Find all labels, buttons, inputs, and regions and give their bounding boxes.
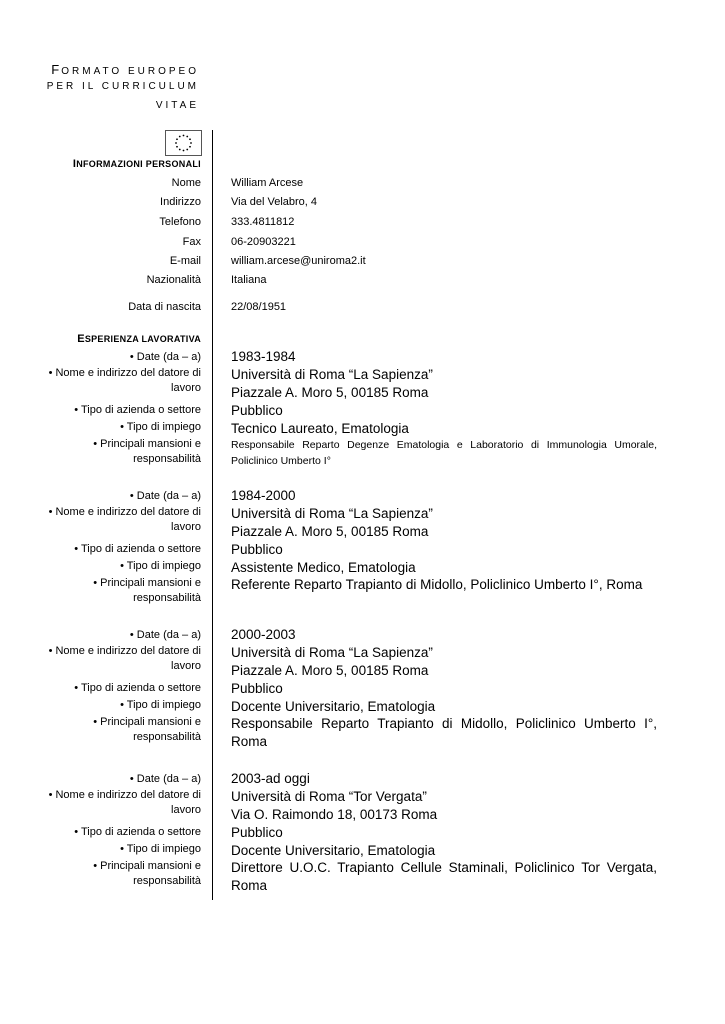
entry-dates: 1984-2000 [231,488,296,503]
personal-value: 06-20903221 [231,236,296,248]
eu-flag-icon [165,130,202,156]
label-employer: • Nome e indirizzo del datore di [48,645,201,657]
entry-sector: Pubblico [231,825,283,840]
label-job: • Tipo di impiego [120,699,201,711]
entry-dates: 2000-2003 [231,627,296,642]
cv-header-line-3: VITAE [155,100,199,111]
cv-header-line-2: PER IL CURRICULUM [46,81,199,92]
label-dates: • Date (da – a) [129,351,201,363]
label-duties-cont: responsabilità [133,875,201,887]
personal-value: Italiana [231,274,267,286]
entry-duties: Referente Reparto Trapianto di Midollo, Policlinico Umberto I°, Roma [231,577,643,592]
personal-value: william.arcese@uniroma2.it [231,255,366,267]
eu-star [186,136,188,138]
label-employer: • Nome e indirizzo del datore di [48,367,201,379]
label-duties: • Principali mansioni e [93,860,201,872]
entry-duties: Direttore U.O.C. Trapianto Cellule Staminali, Policlinico Tor Vergata, Roma [231,860,657,893]
personal-label: Fax [182,236,201,248]
label-employer-cont: lavoro [171,804,201,816]
entry-duties: Responsabile Reparto Degenze Ematologia e Laboratorio di Immunologia Umorale, Policlinico Umberto I° [231,439,657,467]
label-dates: • Date (da – a) [129,629,201,641]
label-job: • Tipo di impiego [120,421,201,433]
eu-star [179,136,181,138]
entry-address: Via O. Raimondo 18, 00173 Roma [231,807,438,822]
eu-star [183,135,185,137]
eu-star [189,138,191,140]
label-employer: • Nome e indirizzo del datore di [48,506,201,518]
entry-employer: Università di Roma “La Sapienza” [231,367,433,382]
personal-value: William Arcese [231,177,304,189]
label-sector: • Tipo di azienda o settore [74,404,201,416]
label-duties-cont: responsabilità [133,453,201,465]
entry-sector: Pubblico [231,542,283,557]
label-sector: • Tipo di azienda o settore [74,826,201,838]
entry-employer: Università di Roma “La Sapienza” [231,645,433,660]
label-duties: • Principali mansioni e [93,577,201,589]
eu-star [183,150,185,152]
label-duties: • Principali mansioni e [93,716,201,728]
cv-header-line-1: FORMATO EUROPEO [51,62,199,77]
personal-value: 333.4811812 [231,216,295,228]
label-job: • Tipo di impiego [120,843,201,855]
label-duties: • Principali mansioni e [93,438,201,450]
entry-dates: 2003-ad oggi [231,771,310,786]
personal-label: Telefono [159,216,201,228]
entry-address: Piazzale A. Moro 5, 00185 Roma [231,663,429,678]
eu-star [176,146,178,148]
label-sector: • Tipo di azienda o settore [74,682,201,694]
entry-employer: Università di Roma “Tor Vergata” [231,789,427,804]
entry-duties: Responsabile Reparto Trapianto di Midollo, Policlinico Umberto I°, Roma [231,716,657,749]
personal-value: Via del Velabro, 4 [231,196,318,208]
experience-title: ESPERIENZA LAVORATIVA [77,333,201,345]
eu-star [176,138,178,140]
personal-label: Nazionalità [146,274,201,286]
eu-star [190,142,192,144]
personal-label: Indirizzo [160,196,201,208]
personal-label: Nome [171,177,201,189]
eu-star [189,146,191,148]
label-dates: • Date (da – a) [129,490,201,502]
entry-employer: Università di Roma “La Sapienza” [231,506,433,521]
entry-job: Docente Universitario, Ematologia [231,843,436,858]
column-divider [212,130,213,900]
label-employer-cont: lavoro [171,660,201,672]
entry-job: Tecnico Laureato, Ematologia [231,421,409,436]
entry-job: Docente Universitario, Ematologia [231,699,436,714]
label-employer: • Nome e indirizzo del datore di [48,789,201,801]
personal-value: 22/08/1951 [231,301,287,313]
personal-label: E-mail [169,255,201,267]
entry-sector: Pubblico [231,681,283,696]
label-job: • Tipo di impiego [120,560,201,572]
eu-star [186,149,188,151]
entry-job: Assistente Medico, Ematologia [231,560,416,575]
label-sector: • Tipo di azienda o settore [74,543,201,555]
label-duties-cont: responsabilità [133,731,201,743]
entry-dates: 1983-1984 [231,349,296,364]
personal-label: Data di nascita [128,301,201,313]
entry-address: Piazzale A. Moro 5, 00185 Roma [231,385,429,400]
label-duties-cont: responsabilità [133,592,201,604]
entry-address: Piazzale A. Moro 5, 00185 Roma [231,524,429,539]
label-employer-cont: lavoro [171,382,201,394]
eu-star [175,142,177,144]
label-employer-cont: lavoro [171,521,201,533]
label-dates: • Date (da – a) [129,773,201,785]
eu-star [179,149,181,151]
personal-info-title: INFORMAZIONI PERSONALI [72,158,201,170]
entry-sector: Pubblico [231,403,283,418]
